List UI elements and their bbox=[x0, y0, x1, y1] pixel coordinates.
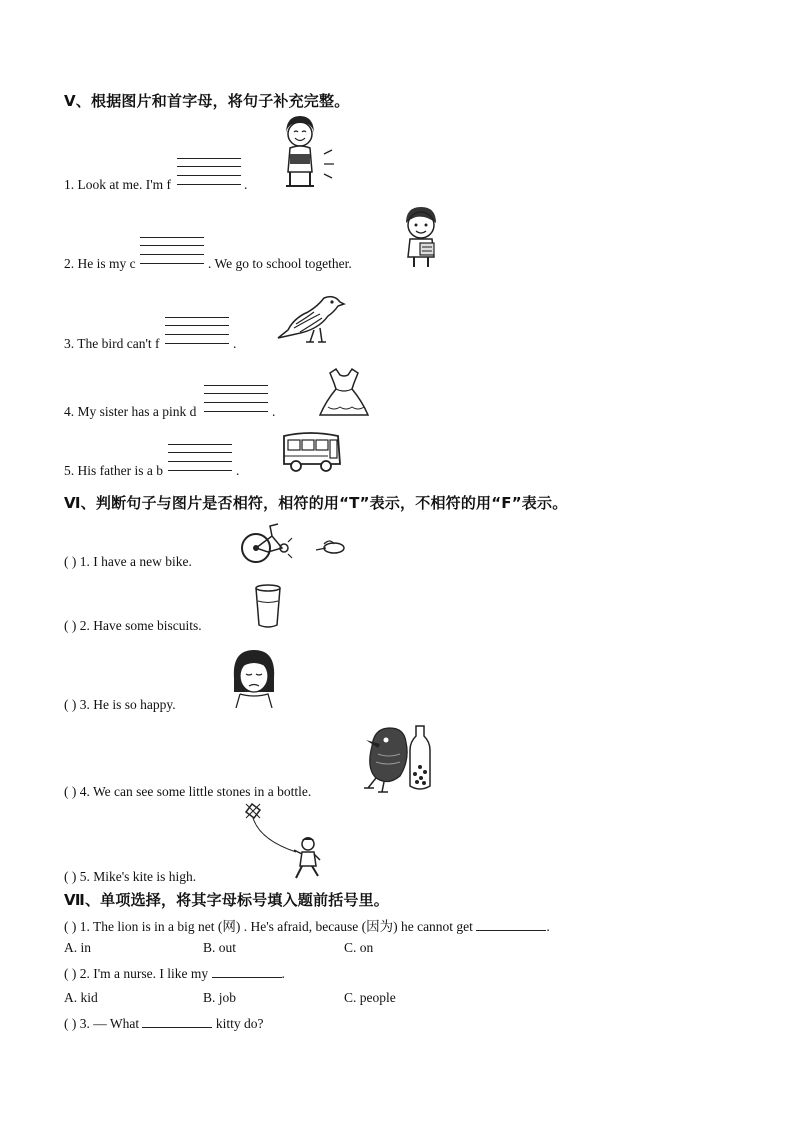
s7-q2-text: ( ) 2. I'm a nurse. I like my bbox=[64, 966, 212, 981]
happy-girl-picture bbox=[278, 114, 340, 188]
s5-item-3-blank[interactable] bbox=[165, 317, 229, 345]
s6-item-5: ( ) 5. Mike's kite is high. bbox=[64, 869, 197, 884]
crow-and-bottle-picture bbox=[360, 720, 436, 794]
s5-item-2-blank[interactable] bbox=[140, 237, 204, 265]
s7-q3-blank[interactable] bbox=[142, 1015, 212, 1028]
s7-q1-option-b[interactable]: B. out bbox=[203, 940, 237, 955]
s5-item-3-end: . bbox=[233, 336, 237, 351]
s5-item-5 bbox=[64, 463, 163, 479]
s5-item-4-blank[interactable] bbox=[204, 385, 268, 413]
s5-item-4-text: 4. My sister has a pink d bbox=[64, 404, 197, 419]
section-6-heading: Ⅵ、判断句子与图片是否相符，相符的用“T”表示，不相符的用“F”表示。 bbox=[64, 494, 568, 512]
s7-q1 bbox=[64, 915, 550, 935]
s7-q2-options bbox=[64, 990, 484, 1010]
s5-item-1-blank[interactable] bbox=[177, 158, 241, 186]
section-7-heading: Ⅶ、单项选择，将其字母标号填入题前括号里。 bbox=[64, 891, 389, 909]
s6-item-3: ( ) 3. He is so happy. bbox=[64, 697, 176, 712]
s6-item-2: ( ) 2. Have some biscuits. bbox=[64, 618, 202, 633]
s7-q1-blank[interactable] bbox=[476, 918, 546, 931]
s7-q2-end: . bbox=[281, 966, 285, 981]
s5-item-1-text: 1. Look at me. I'm f bbox=[64, 177, 172, 192]
s5-item-1 bbox=[64, 177, 171, 193]
bike-parts-picture bbox=[238, 520, 350, 570]
boy-with-bag-picture bbox=[396, 205, 446, 269]
s6-item-4: ( ) 4. We can see some little stones in a bottle. bbox=[64, 784, 312, 799]
s5-item-3 bbox=[64, 336, 160, 352]
section-5-heading: V、根据图片和首字母，将句子补充完整。 bbox=[64, 92, 350, 110]
s5-item-1-end: . bbox=[244, 177, 248, 192]
s7-q2-option-b[interactable]: B. job bbox=[203, 990, 237, 1005]
s7-q2 bbox=[64, 965, 285, 982]
s5-item-4 bbox=[64, 404, 196, 420]
dress-picture bbox=[318, 367, 370, 417]
kite-boy-picture bbox=[240, 800, 326, 880]
s5-item-5-end: . bbox=[236, 463, 240, 478]
s7-q1-end: . bbox=[546, 919, 550, 934]
glass-picture bbox=[254, 583, 282, 629]
s5-item-2 bbox=[64, 256, 136, 272]
s7-q3-end: kitty do? bbox=[212, 1016, 264, 1031]
s7-q2-blank[interactable] bbox=[212, 965, 282, 978]
s7-q1-options bbox=[64, 940, 484, 960]
s6-item-1: ( ) 1. I have a new bike. bbox=[64, 554, 192, 569]
s7-q2-option-c[interactable]: C. people bbox=[344, 990, 396, 1005]
s7-q1-text: ( ) 1. The lion is in a big net (网) . He's afraid, because (因为) he cannot get bbox=[64, 919, 477, 934]
s7-q1-option-c[interactable]: C. on bbox=[344, 940, 374, 955]
s7-q2-option-a[interactable]: A. kid bbox=[64, 990, 98, 1005]
s7-q3 bbox=[64, 1015, 263, 1032]
s7-q3-text: ( ) 3. — What bbox=[64, 1016, 143, 1031]
bus-picture bbox=[280, 430, 342, 474]
s7-q1-option-a[interactable]: A. in bbox=[64, 940, 91, 955]
s5-item-2-end: . We go to school together. bbox=[208, 256, 352, 271]
s5-item-5-text: 5. His father is a b bbox=[64, 463, 163, 478]
bird-picture bbox=[274, 290, 346, 346]
s5-item-2-text: 2. He is my c bbox=[64, 256, 136, 271]
sad-girl-picture bbox=[230, 648, 278, 708]
s5-item-5-blank[interactable] bbox=[168, 444, 232, 472]
s5-item-3-text: 3. The bird can't f bbox=[64, 336, 160, 351]
s5-item-4-end: . bbox=[272, 404, 276, 419]
